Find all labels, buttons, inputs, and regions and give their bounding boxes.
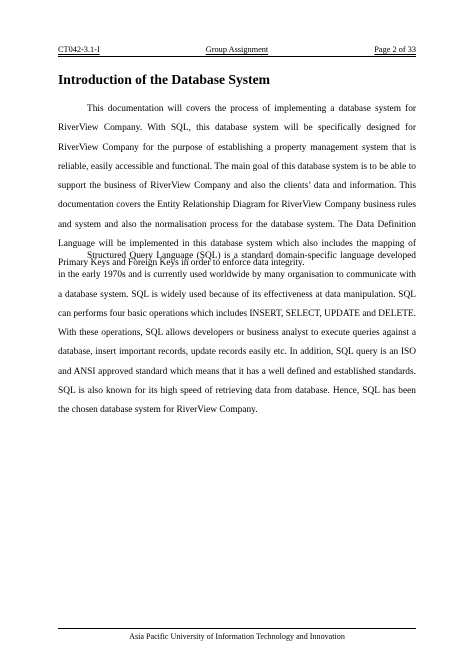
- page-number: Page 2 of 33: [374, 45, 416, 54]
- body-paragraph: Structured Query Language (SQL) is a standard domain-specific language developed in the early 1970s and is currently used worldwide by many organisation to communicate with a database system. SQL is widely used because of its effectiveness at data manipulation. SQL can performs four basic operations which includes INSERT, SELECT, UPDATE and DELETE. With these operations, SQL allows developers or business analyst to execute queries against a database, insert important records, update records easily etc. In addition, SQL query is an ISO and ANSI approved standard which means that it has a well defined and established standards. SQL is also known for its high speed of retrieving data from database. Hence, SQL has been the chosen database system for RiverView Company.: [58, 251, 416, 416]
- page-footer: Asia Pacific University of Information Technology and Innovation: [129, 632, 345, 641]
- body-paragraph: This documentation will covers the process of implementing a database system for RiverView Company. With SQL, this database system will be specifically designed for RiverView Company for the purpose of establishing a property management system that is reliable, easily accessible and functional. The main goal of this database system is to be able to support the business of RiverView Company and also the clients’ data and information. This documentation covers the Entity Relationship Diagram for RiverView Company business rules and system and also the normalisation process for the database system. The Data Definition Language will be implemented in this database system which also includes the mapping of Primary Keys and Foreign Keys in order to enforce data integrity.: [58, 104, 416, 269]
- footer-divider: [58, 628, 416, 629]
- document-code: CT042-3.1-I: [58, 45, 100, 54]
- page-header: [58, 39, 416, 57]
- assignment-type: Group Assignment: [205, 45, 269, 54]
- section-title: Introduction of the Database System: [58, 72, 270, 87]
